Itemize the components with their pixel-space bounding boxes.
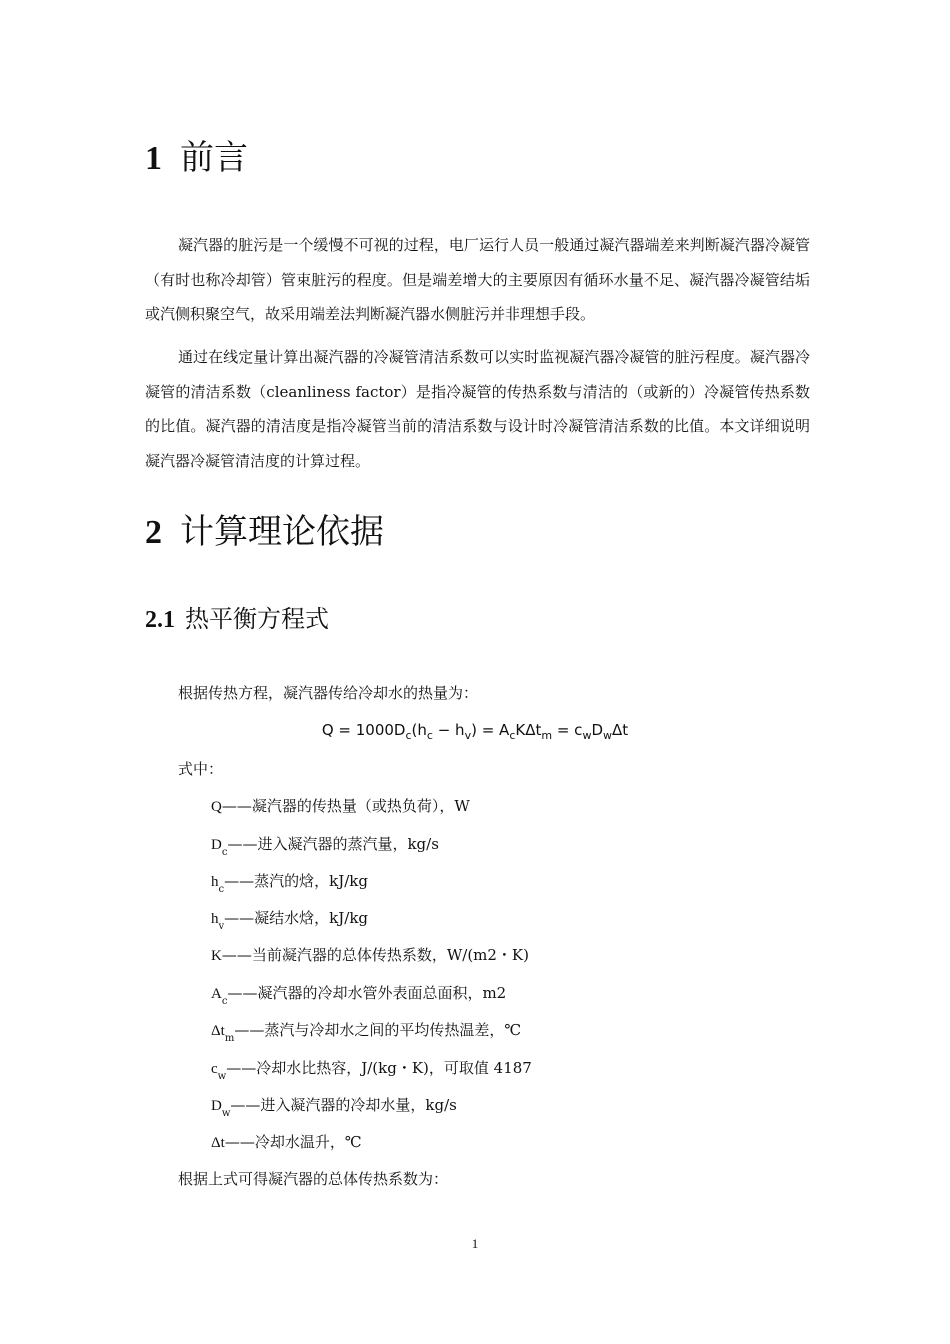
definition-item: K——当前凝汽器的总体传热系数，W/(m2・K) <box>211 946 529 964</box>
where-label: 式中： <box>178 760 224 778</box>
section-heading-2 <box>145 510 384 555</box>
definition-item: $D_c——$进入凝汽器的蒸汽量，kg/s <box>211 835 439 858</box>
heat-balance-formula: $Q = 1000D_c(h_c - h_v) = A_cK\Delta t_m = c_wD_w\Delta t$ <box>321 721 629 742</box>
section-number: 2 <box>145 514 162 551</box>
subsection-title: 热平衡方程式 <box>185 605 329 633</box>
definition-item: Δt——冷却水温升，℃ <box>211 1133 362 1151</box>
section-title: 计算理论依据 <box>180 512 384 552</box>
section-heading-1 <box>145 136 248 181</box>
definition-item: $h_v——$凝结水焓，kJ/kg <box>211 909 369 932</box>
definition-item: $\Delta t_m——$蒸汽与冷却水之间的平均传热温差，℃ <box>211 1021 522 1044</box>
definition-item: Q——凝汽器的传热量（或热负荷），W <box>211 797 470 815</box>
paragraph: 凝汽器的脏污是一个缓慢不可视的过程，电厂运行人员一般通过凝汽器端差来判断凝汽器冷凝管（有时也称冷却管）管束脏污的程度。但是端差增大的主要原因有循环水量不足、凝汽器冷凝管结垢或汽侧积聚空气，故采用端差法判断凝汽器水侧脏污并非理想手段。 <box>145 236 810 323</box>
subsection-number: 2.1 <box>145 607 175 633</box>
page-number: 1 <box>471 1236 479 1251</box>
subsection-heading <box>145 602 329 637</box>
definition-item: $A_c——$凝汽器的冷却水管外表面总面积，m2 <box>211 984 507 1007</box>
definition-item: $D_w——$进入凝汽器的冷却水量，kg/s <box>211 1096 457 1119</box>
definition-item: $c_w——$冷却水比热容，J/(kg・K)，可取值 4187 <box>211 1059 532 1082</box>
conclusion-line: 根据上式可得凝汽器的总体传热系数为： <box>178 1170 449 1188</box>
heat-equation-intro: 根据传热方程，凝汽器传给冷却水的热量为： <box>178 684 479 702</box>
paragraph: 通过在线定量计算出凝汽器的冷凝管清洁系数可以实时监视凝汽器冷凝管的脏污程度。凝汽器冷凝管的清洁系数（cleanliness factor）是指冷凝管的传热系数与清洁的（或新的）冷凝管传热系数的比值。凝汽器的清洁度是指冷凝管当前的清洁系数与设计时冷凝管清洁系数的比值。本文详细说明凝汽器冷凝管清洁度的计算过程。 <box>145 348 810 470</box>
section-title: 前言 <box>180 138 248 178</box>
section-number: 1 <box>145 140 162 177</box>
definition-item: $h_c——$蒸汽的焓，kJ/kg <box>211 872 368 895</box>
